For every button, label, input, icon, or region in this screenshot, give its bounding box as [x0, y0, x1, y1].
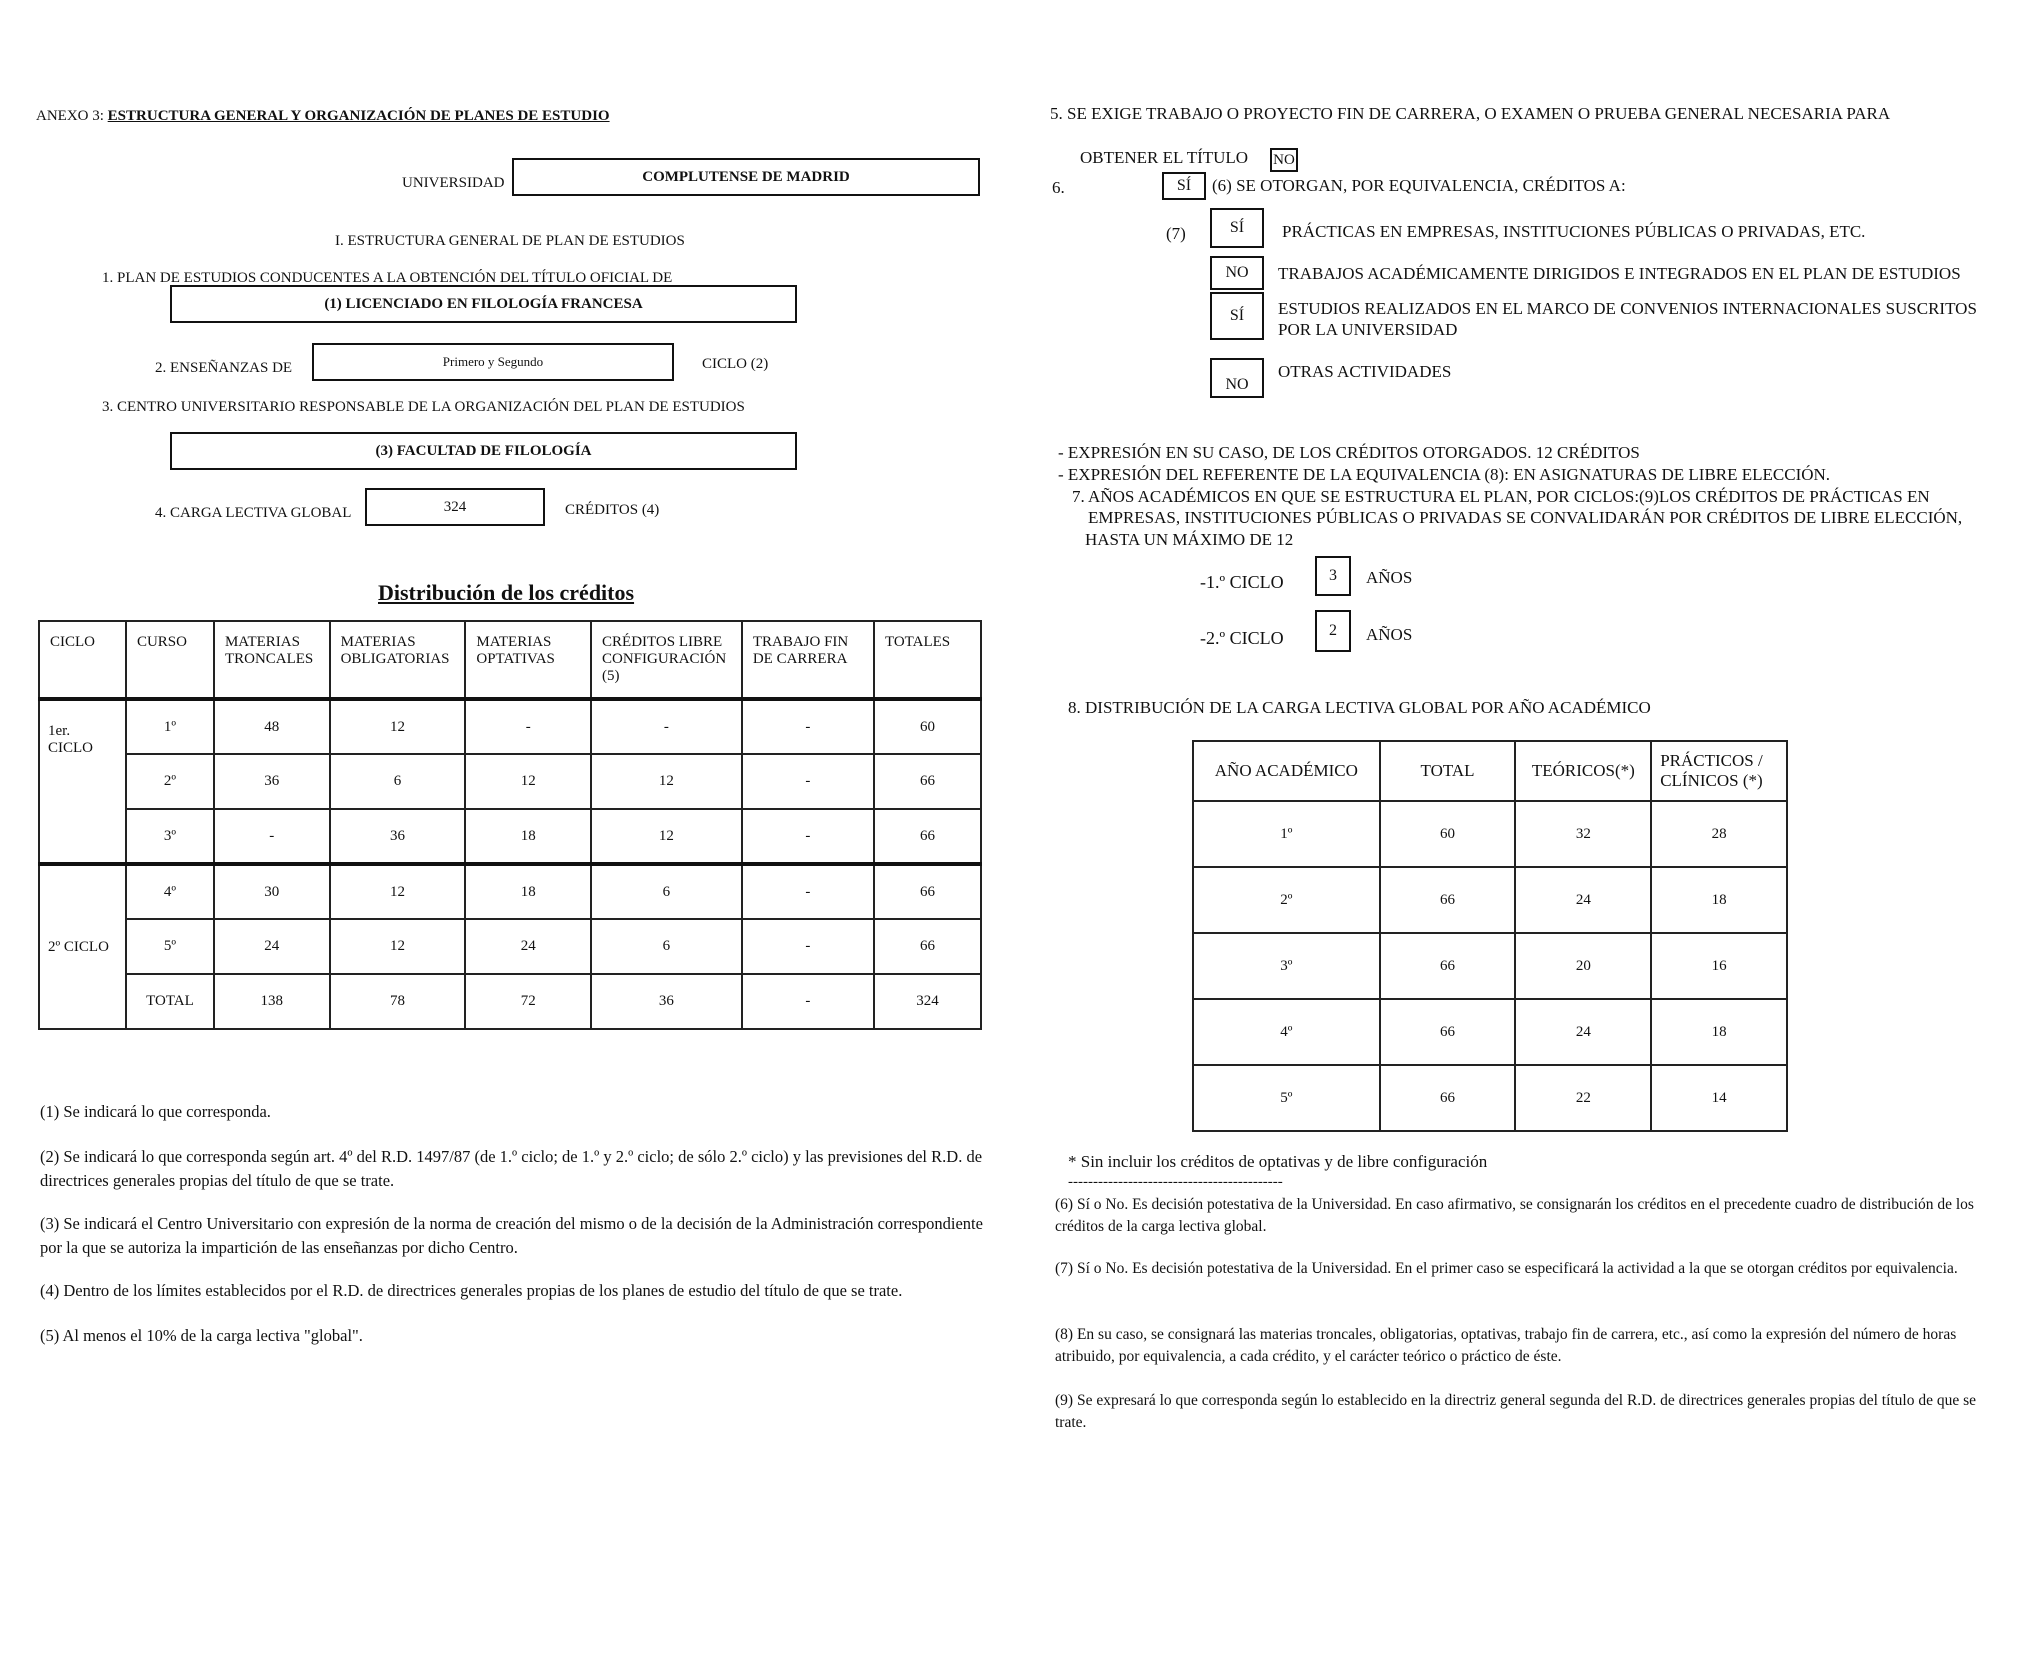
centro-field: (3) FACULTAD DE FILOLOGÍA: [170, 432, 797, 470]
table-cell: -: [742, 919, 874, 974]
table-cell: 12: [465, 754, 591, 809]
table-cell: 24: [1515, 867, 1651, 933]
table-cell: 66: [874, 754, 981, 809]
option-answer-2: NO: [1210, 256, 1264, 290]
table-cell: -: [742, 864, 874, 919]
table-cell: 32: [1515, 801, 1651, 867]
table-cell: 66: [874, 919, 981, 974]
table-cell: 12: [591, 754, 742, 809]
table-row: [1193, 999, 1787, 1065]
ciclo1-label: -1.º CICLO: [1200, 572, 1284, 592]
table-cell: 18: [1651, 999, 1787, 1065]
table-cell: 24: [214, 919, 330, 974]
table-cell: 66: [1380, 1065, 1516, 1131]
table-cell: 66: [874, 864, 981, 919]
table-cell: -: [742, 809, 874, 864]
footnote-7: (7) Sí o No. Es decisión potestativa de la Universidad. En el primer caso se especificará la actividad a la que se otorgan créditos por equivalencia.: [1055, 1260, 1958, 1277]
table-cell: 5º: [126, 919, 214, 974]
header-cell: CURSO: [126, 621, 214, 699]
option-answer-4: NO: [1210, 358, 1264, 398]
ensenanzas-field: Primero y Segundo: [312, 343, 674, 381]
table-cell: 36: [214, 754, 330, 809]
separator-line: -------------------------------------------: [1068, 1174, 1283, 1190]
dist-title: Distribución de los créditos: [378, 580, 635, 605]
table-row: [1193, 801, 1787, 867]
table-cell: 12: [591, 809, 742, 864]
titulo-field: (1) LICENCIADO EN FILOLOGÍA FRANCESA: [170, 285, 797, 323]
item5-answer: NO: [1270, 148, 1298, 172]
table-cell: 20: [1515, 933, 1651, 999]
option-answer-3: SÍ: [1210, 292, 1264, 340]
item6-number: 6.: [1052, 178, 1065, 197]
footnote-3: (3) Se indicará el Centro Universitario con expresión de la norma de creación del mismo o de la decisión de la Administración correspondiente por la que se autoriza la impartición de las enseñanzas por dicho Centro.: [40, 1214, 983, 1257]
carga-field: 324: [365, 488, 545, 526]
table-cell: 6: [591, 864, 742, 919]
table-total-row: [39, 974, 981, 1029]
table-cell: -: [742, 974, 874, 1029]
option-text-1: PRÁCTICAS EN EMPRESAS, INSTITUCIONES PÚBLICAS O PRIVADAS, ETC.: [1282, 222, 1866, 241]
item3-label: 3. CENTRO UNIVERSITARIO RESPONSABLE DE LA ORGANIZACIÓN DEL PLAN DE ESTUDIOS: [102, 399, 745, 415]
option-text-4: OTRAS ACTIVIDADES: [1278, 362, 1452, 381]
table-row: [39, 919, 981, 974]
table-cell: 3º: [1193, 933, 1380, 999]
table-cell: -: [742, 754, 874, 809]
table-cell: 30: [214, 864, 330, 919]
expression-credits: - EXPRESIÓN EN SU CASO, DE LOS CRÉDITOS OTORGADOS. 12 CRÉDITOS: [1058, 443, 1640, 462]
table-cell: 14: [1651, 1065, 1787, 1131]
table-cell: 24: [465, 919, 591, 974]
credits-distribution-table: [38, 620, 982, 1030]
table-cell: 4º: [126, 864, 214, 919]
table-row: [1193, 1065, 1787, 1131]
item7-line3: HASTA UN MÁXIMO DE 12: [1085, 530, 1294, 549]
ciclo2-label: -2.º CICLO: [1200, 628, 1284, 648]
footnote-4: (4) Dentro de los límites establecidos por el R.D. de directrices generales propias de los planes de estudio del título de que se trate.: [40, 1281, 903, 1300]
table-cell: 4º: [1193, 999, 1380, 1065]
annex-title: ESTRUCTURA GENERAL Y ORGANIZACIÓN DE PLANES DE ESTUDIO: [107, 108, 610, 124]
annual-load-table: [1192, 740, 1788, 1132]
header-cell: MATERIAS OPTATIVAS: [465, 621, 591, 699]
universidad-field: COMPLUTENSE DE MADRID: [512, 158, 980, 196]
ciclo-cell: 2º CICLO: [39, 864, 126, 1029]
table-cell: 12: [330, 699, 466, 754]
table-cell: 2º: [1193, 867, 1380, 933]
table-cell: TOTAL: [126, 974, 214, 1029]
table-cell: 66: [1380, 999, 1516, 1065]
table-row: [39, 754, 981, 809]
item6-text: (6) SE OTORGAN, POR EQUIVALENCIA, CRÉDITOS A:: [1212, 176, 1626, 195]
table-cell: 2º: [126, 754, 214, 809]
header-cell: TOTALES: [874, 621, 981, 699]
header-cell: TRABAJO FIN DE CARRERA: [742, 621, 874, 699]
annex-heading: [36, 108, 610, 125]
table-cell: 66: [874, 809, 981, 864]
table-cell: 22: [1515, 1065, 1651, 1131]
option-text-3: ESTUDIOS REALIZADOS EN EL MARCO DE CONVENIOS INTERNACIONALES SUSCRITOS POR LA UNIVERSIDAD: [1278, 299, 1977, 339]
footnote-5: (5) Al menos el 10% de la carga lectiva "global".: [40, 1326, 363, 1345]
table-row: [39, 809, 981, 864]
table-cell: 16: [1651, 933, 1787, 999]
table-row: [1193, 933, 1787, 999]
table-row: [1193, 867, 1787, 933]
item7-line1: 7. AÑOS ACADÉMICOS EN QUE SE ESTRUCTURA EL PLAN, POR CICLOS:(9)LOS CRÉDITOS DE PRÁCTICAS EN: [1072, 487, 1930, 506]
section-title: I. ESTRUCTURA GENERAL DE PLAN DE ESTUDIOS: [335, 233, 685, 249]
table-header-row: [1193, 741, 1787, 801]
ciclo1-years: 3: [1315, 556, 1351, 596]
table-cell: 324: [874, 974, 981, 1029]
table-cell: -: [742, 699, 874, 754]
header-cell: MATERIAS OBLIGATORIAS: [330, 621, 466, 699]
table-cell: 36: [330, 809, 466, 864]
ciclo2-unit: AÑOS: [1366, 625, 1413, 644]
item4-suffix: CRÉDITOS (4): [565, 502, 660, 518]
footnote-1: (1) Se indicará lo que corresponda.: [40, 1102, 271, 1121]
footnote-8: (8) En su caso, se consignará las materias troncales, obligatorias, optativas, trabajo fin de carrera, etc., así como la expresión del número de horas atribuido, por equivalencia, a cada crédito, y el carácter teórico o práctico de éste.: [1055, 1326, 1957, 1365]
table-cell: 48: [214, 699, 330, 754]
footnote-2: (2) Se indicará lo que corresponda según art. 4º del R.D. 1497/87 (de 1.º ciclo; de 1.º y 2.º ciclo; de sólo 2.º ciclo) y las previsiones del R.D. de directrices generales propias del título de que se trate.: [40, 1147, 983, 1190]
table-cell: 1º: [1193, 801, 1380, 867]
item2-label: 2. ENSEÑANZAS DE: [155, 360, 293, 376]
table-cell: 60: [1380, 801, 1516, 867]
header-cell: PRÁCTICOS / CLÍNICOS (*): [1651, 741, 1787, 801]
item1-label: 1. PLAN DE ESTUDIOS CONDUCENTES A LA OBTENCIÓN DEL TÍTULO OFICIAL DE: [102, 270, 673, 286]
table-cell: 3º: [126, 809, 214, 864]
table-header-row: [39, 621, 981, 699]
footnote-9: (9) Se expresará lo que corresponda según lo establecido en la directriz general segunda del R.D. de directrices generales propias del título de que se trate.: [1055, 1392, 1977, 1431]
table-cell: 66: [1380, 867, 1516, 933]
table-cell: 24: [1515, 999, 1651, 1065]
item7-number: (7): [1166, 224, 1186, 243]
table-cell: 18: [465, 809, 591, 864]
option-text-2: TRABAJOS ACADÉMICAMENTE DIRIGIDOS E INTEGRADOS EN EL PLAN DE ESTUDIOS: [1278, 264, 1961, 283]
table-cell: 1º: [126, 699, 214, 754]
table-cell: 6: [591, 919, 742, 974]
table-cell: 6: [330, 754, 466, 809]
item4-label: 4. CARGA LECTIVA GLOBAL: [155, 505, 352, 521]
table-cell: 28: [1651, 801, 1787, 867]
table-cell: 18: [1651, 867, 1787, 933]
header-cell: TOTAL: [1380, 741, 1516, 801]
universidad-label: UNIVERSIDAD: [402, 175, 505, 191]
table-cell: 78: [330, 974, 466, 1029]
header-cell: MATERIAS TRONCALES: [214, 621, 330, 699]
ciclo2-years: 2: [1315, 610, 1351, 652]
expression-equivalence: - EXPRESIÓN DEL REFERENTE DE LA EQUIVALENCIA (8): EN ASIGNATURAS DE LIBRE ELECCIÓN.: [1058, 465, 1831, 484]
table-cell: 36: [591, 974, 742, 1029]
footnote-6: (6) Sí o No. Es decisión potestativa de la Universidad. En caso afirmativo, se consignarán los créditos en el precedente cuadro de distribución de los créditos de la carga lectiva global.: [1055, 1196, 1974, 1235]
table-cell: 5º: [1193, 1065, 1380, 1131]
table-cell: -: [465, 699, 591, 754]
table-cell: 12: [330, 864, 466, 919]
table-cell: 72: [465, 974, 591, 1029]
header-cell: AÑO ACADÉMICO: [1193, 741, 1380, 801]
ciclo-cell: 1er. CICLO: [39, 699, 126, 864]
item5-line2: OBTENER EL TÍTULO: [1080, 148, 1249, 167]
item7-line2: EMPRESAS, INSTITUCIONES PÚBLICAS O PRIVADAS SE CONVALIDARÁN POR CRÉDITOS DE LIBRE ELECCIÓN,: [1088, 508, 1963, 527]
item2-suffix: CICLO (2): [702, 356, 769, 372]
table-cell: 18: [465, 864, 591, 919]
header-cell: CRÉDITOS LIBRE CONFIGURACIÓN (5): [591, 621, 742, 699]
table-cell: -: [214, 809, 330, 864]
header-cell: TEÓRICOS(*): [1515, 741, 1651, 801]
asterisk-note: * Sin incluir los créditos de optativas y de libre configuración: [1068, 1152, 1488, 1171]
item5-line1: 5. SE EXIGE TRABAJO O PROYECTO FIN DE CARRERA, O EXAMEN O PRUEBA GENERAL NECESARIA PARA: [1050, 104, 1891, 123]
header-cell: CICLO: [39, 621, 126, 699]
table-cell: 138: [214, 974, 330, 1029]
annex-prefix: ANEXO 3:: [36, 108, 104, 124]
table-row: [39, 864, 981, 919]
item6-answer: SÍ: [1162, 172, 1206, 200]
table-cell: 66: [1380, 933, 1516, 999]
table-cell: 60: [874, 699, 981, 754]
table-cell: 12: [330, 919, 466, 974]
table-row: [39, 699, 981, 754]
item8-title: 8. DISTRIBUCIÓN DE LA CARGA LECTIVA GLOBAL POR AÑO ACADÉMICO: [1068, 698, 1651, 717]
table-cell: -: [591, 699, 742, 754]
option-answer-1: SÍ: [1210, 208, 1264, 248]
ciclo1-unit: AÑOS: [1366, 568, 1413, 587]
